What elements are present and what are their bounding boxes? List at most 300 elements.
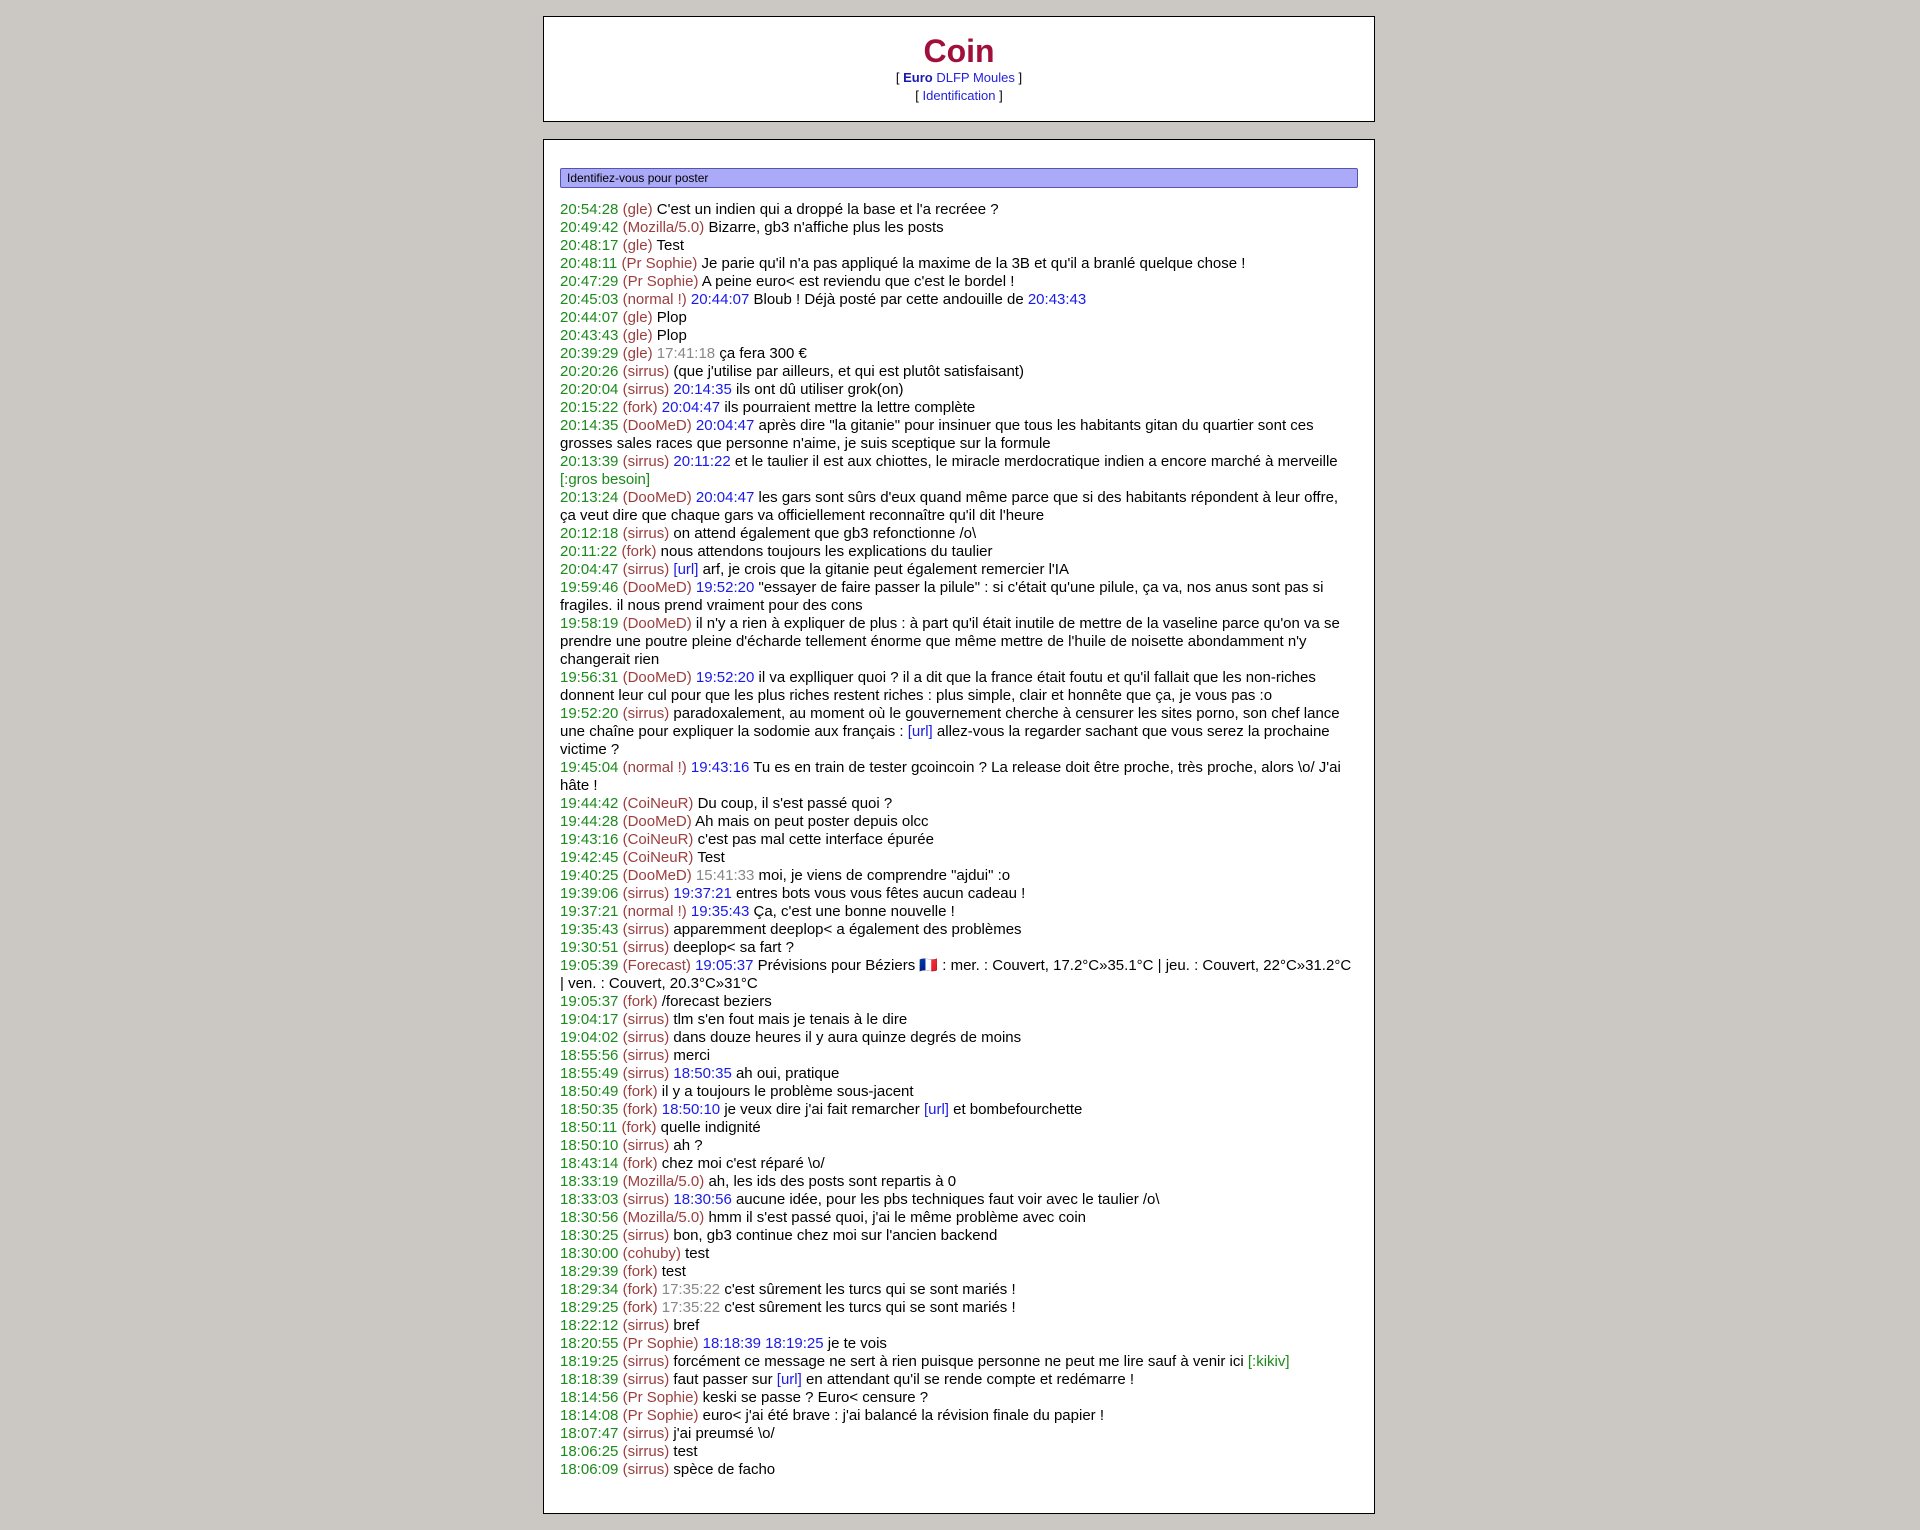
post-row xyxy=(560,255,1358,273)
post-nick-label: normal ! xyxy=(627,291,682,308)
post-nick[interactable]: (fork) xyxy=(622,399,658,416)
post-totoz[interactable]: [:gros besoin] xyxy=(560,471,651,488)
post-nick-label: DooMeD xyxy=(627,579,687,596)
post-nick-label: gle xyxy=(627,237,648,254)
post-clock-ref[interactable]: 19:52:20 xyxy=(695,669,755,686)
post-nick-label: CoiNeuR xyxy=(627,849,689,866)
post-message: test xyxy=(661,1263,686,1280)
post-time[interactable]: 20:54:28 xyxy=(560,201,619,218)
post-message: deeplop< sa fart ? xyxy=(673,939,794,956)
post-nick[interactable]: (sirrus) xyxy=(622,1461,670,1478)
post-time[interactable]: 18:14:08 xyxy=(560,1407,619,1424)
post-message: test xyxy=(673,1443,698,1460)
post-nick-label: Forecast xyxy=(627,957,686,974)
post-time[interactable]: 18:30:25 xyxy=(560,1227,619,1244)
post-totoz[interactable]: [:kikiv] xyxy=(1247,1353,1290,1370)
post-time[interactable]: 18:06:09 xyxy=(560,1461,619,1478)
post-nick[interactable]: (normal !) xyxy=(622,291,687,308)
post-message: test xyxy=(685,1245,710,1262)
post-message: j'ai preumsé \o/ xyxy=(673,1425,775,1442)
post-nick[interactable]: (Pr Sophie) xyxy=(622,1335,699,1352)
post-nick-label: DooMeD xyxy=(627,813,687,830)
post-nick[interactable]: (fork) xyxy=(621,543,657,560)
post-url-link[interactable]: [url] xyxy=(776,1371,802,1388)
post-nick-label: sirrus xyxy=(627,1443,665,1460)
post-nick-label: fork xyxy=(626,543,652,560)
post-nick-label: sirrus xyxy=(627,705,665,722)
post-message: ils ont dû utiliser grok(on) xyxy=(735,381,904,398)
post-clock-ref[interactable]: 19:05:37 xyxy=(695,957,754,974)
post-message: tlm s'en fout mais je tenais à le dire xyxy=(673,1011,908,1028)
post-row xyxy=(560,1425,1358,1443)
post-clock-ref[interactable]: 20:14:35 xyxy=(673,381,732,398)
post-nick[interactable]: (fork) xyxy=(621,1119,657,1136)
post-nick-label: sirrus xyxy=(627,561,665,578)
post-old-clock-ref[interactable]: 15:41:33 xyxy=(695,867,755,884)
post-nick[interactable]: (fork) xyxy=(622,1281,658,1298)
post-time[interactable]: 18:33:19 xyxy=(560,1173,619,1190)
post-clock-ref[interactable]: 18:50:35 xyxy=(673,1065,732,1082)
post-time[interactable]: 18:30:56 xyxy=(560,1209,619,1226)
post-nick-label: sirrus xyxy=(627,1353,665,1370)
post-nick-label: Mozilla/5.0 xyxy=(627,219,700,236)
post-nick-label: sirrus xyxy=(627,1317,665,1334)
post-message: Du coup, il s'est passé quoi ? xyxy=(697,795,893,812)
post-row xyxy=(560,1011,1358,1029)
post-time[interactable]: 18:43:14 xyxy=(560,1155,619,1172)
post-row xyxy=(560,669,1358,705)
post-old-clock-ref[interactable]: 17:35:22 xyxy=(661,1281,721,1298)
post-message: aucune idée, pour les pbs techniques faut voir avec le taulier /o\ xyxy=(735,1191,1160,1208)
post-time[interactable]: 20:44:07 xyxy=(560,309,619,326)
post-nick-label: sirrus xyxy=(627,885,665,902)
post-nick[interactable]: (DooMeD) xyxy=(622,867,692,884)
post-time[interactable]: 18:29:39 xyxy=(560,1263,619,1280)
post-url-link[interactable]: [url] xyxy=(907,723,933,740)
post-nick-label: fork xyxy=(627,1299,653,1316)
post-time[interactable]: 19:37:21 xyxy=(560,903,619,920)
post-nick[interactable]: (sirrus) xyxy=(622,1065,670,1082)
post-message: Prévisions pour Béziers 🇫🇷 : mer. : Couvert, 17.2°C»35.1°C | jeu. : Couvert, 22°C»31.2°C | ven. : Couvert, 20.3°C»31°C xyxy=(560,957,1352,992)
post-url-link[interactable]: [url] xyxy=(673,561,699,578)
post-row xyxy=(560,885,1358,903)
post-nick-label: normal ! xyxy=(627,903,682,920)
post-row xyxy=(560,1047,1358,1065)
post-time[interactable]: 20:13:24 xyxy=(560,489,619,506)
post-time[interactable]: 20:49:42 xyxy=(560,219,619,236)
post-row xyxy=(560,579,1358,615)
post-nick-label: fork xyxy=(627,1281,653,1298)
post-nick[interactable]: (sirrus) xyxy=(622,939,670,956)
post-time[interactable]: 18:20:55 xyxy=(560,1335,619,1352)
post-row xyxy=(560,453,1358,489)
post-message: je te vois xyxy=(827,1335,887,1352)
post-nick[interactable]: (DooMeD) xyxy=(622,489,692,506)
post-nick[interactable]: (sirrus) xyxy=(622,561,670,578)
post-nick[interactable]: (gle) xyxy=(622,345,653,362)
post-message: ah ? xyxy=(673,1137,703,1154)
post-clock-ref[interactable]: 19:35:43 xyxy=(690,903,750,920)
post-row xyxy=(560,615,1358,669)
post-row xyxy=(560,1245,1358,1263)
post-time[interactable]: 19:58:19 xyxy=(560,615,619,632)
post-row xyxy=(560,1029,1358,1047)
post-nick[interactable]: (sirrus) xyxy=(622,525,670,542)
post-nick[interactable]: (gle) xyxy=(622,201,653,218)
post-row xyxy=(560,759,1358,795)
post-nick[interactable]: (DooMeD) xyxy=(622,669,692,686)
post-old-clock-ref[interactable]: 17:41:18 xyxy=(656,345,716,362)
post-nick-label: gle xyxy=(627,309,648,326)
post-nick[interactable]: (sirrus) xyxy=(622,1191,670,1208)
post-row xyxy=(560,831,1358,849)
tribune-nav: [ Euro DLFP Moules ] xyxy=(895,70,1023,85)
post-nick-label: Pr Sophie xyxy=(626,255,693,272)
post-time[interactable]: 19:59:46 xyxy=(560,579,619,596)
post-time[interactable]: 18:50:49 xyxy=(560,1083,619,1100)
post-clock-ref[interactable]: 18:50:10 xyxy=(661,1101,721,1118)
post-nick[interactable]: (sirrus) xyxy=(622,705,670,722)
post-row xyxy=(560,1407,1358,1425)
post-time[interactable]: 18:55:56 xyxy=(560,1047,619,1064)
post-nick-label: Pr Sophie xyxy=(627,1335,694,1352)
post-message: ils pourraient mettre la lettre complète xyxy=(724,399,976,416)
post-nick[interactable]: (Pr Sophie) xyxy=(622,1407,699,1424)
identification-link[interactable]: Identification xyxy=(922,88,996,103)
post-nick-label: DooMeD xyxy=(627,417,687,434)
post-time[interactable]: 18:30:00 xyxy=(560,1245,619,1262)
post-clock-ref[interactable]: 19:52:20 xyxy=(695,579,755,596)
post-nick-label: cohuby xyxy=(627,1245,676,1262)
post-nick[interactable]: (sirrus) xyxy=(622,381,670,398)
post-time[interactable]: 20:47:29 xyxy=(560,273,619,290)
post-nick[interactable]: (sirrus) xyxy=(622,1029,670,1046)
post-nick[interactable]: (CoiNeuR) xyxy=(622,795,694,812)
post-url-link[interactable]: [url] xyxy=(923,1101,949,1118)
post-time[interactable]: 19:42:45 xyxy=(560,849,619,866)
post-message: entres bots vous vous fêtes aucun cadeau ! xyxy=(735,885,1026,902)
post-nick-label: sirrus xyxy=(627,1047,665,1064)
post-nick[interactable]: (sirrus) xyxy=(622,1425,670,1442)
post-nick-label: DooMeD xyxy=(627,867,687,884)
post-nick[interactable]: (cohuby) xyxy=(622,1245,681,1262)
post-nick[interactable]: (sirrus) xyxy=(622,1317,670,1334)
post-nick[interactable]: (sirrus) xyxy=(622,453,670,470)
post-nick-label: CoiNeuR xyxy=(627,831,689,848)
post-row xyxy=(560,489,1358,525)
post-clock-ref[interactable]: 19:37:21 xyxy=(673,885,732,902)
post-row xyxy=(560,921,1358,939)
post-nick-label: sirrus xyxy=(627,939,665,956)
post-row xyxy=(560,1227,1358,1245)
tribune-link-dlfp[interactable]: DLFP xyxy=(936,70,970,85)
post-nick[interactable]: (sirrus) xyxy=(622,1047,670,1064)
post-time[interactable]: 20:39:29 xyxy=(560,345,619,362)
post-time[interactable]: 18:29:34 xyxy=(560,1281,619,1298)
post-nick[interactable]: (sirrus) xyxy=(622,1443,670,1460)
post-time[interactable]: 19:04:17 xyxy=(560,1011,619,1028)
post-row xyxy=(560,1209,1358,1227)
post-time[interactable]: 19:04:02 xyxy=(560,1029,619,1046)
post-time[interactable]: 20:43:43 xyxy=(560,327,619,344)
post-nick[interactable]: (fork) xyxy=(622,1263,658,1280)
post-time[interactable]: 19:05:37 xyxy=(560,993,619,1010)
post-message: dans douze heures il y aura quinze degrés de moins xyxy=(673,1029,1022,1046)
post-time[interactable]: 18:22:12 xyxy=(560,1317,619,1334)
post-time[interactable]: 19:40:25 xyxy=(560,867,619,884)
post-time[interactable]: 18:07:47 xyxy=(560,1425,619,1442)
post-time[interactable]: 20:20:04 xyxy=(560,381,619,398)
post-row xyxy=(560,1065,1358,1083)
post-row xyxy=(560,705,1358,759)
post-time[interactable]: 19:44:42 xyxy=(560,795,619,812)
post-time[interactable]: 18:19:25 xyxy=(560,1353,619,1370)
post-nick[interactable]: (gle) xyxy=(622,237,653,254)
post-message: merci xyxy=(673,1047,711,1064)
post-nick[interactable]: (gle) xyxy=(622,327,653,344)
post-nick[interactable]: (sirrus) xyxy=(622,1137,670,1154)
post-nick[interactable]: (fork) xyxy=(622,1101,658,1118)
post-message: "essayer de faire passer la pilule" : si c'était qu'une pilule, ça va, nos anus sont pas si fragiles. il nous prend vraiment pour des cons xyxy=(560,579,1324,614)
post-nick-label: fork xyxy=(627,399,653,416)
post-message: euro< j'ai été brave : j'ai balancé la révision finale du papier ! xyxy=(702,1407,1104,1424)
post-row xyxy=(560,543,1358,561)
post-message: c'est sûrement les turcs qui se sont mariés ! xyxy=(724,1299,1016,1316)
post-nick-label: Mozilla/5.0 xyxy=(627,1173,700,1190)
post-row xyxy=(560,1299,1358,1317)
post-message: Bloub ! Déjà posté par cette andouille de xyxy=(753,291,1024,308)
post-nick[interactable]: (normal !) xyxy=(622,759,687,776)
post-nick-label: sirrus xyxy=(627,525,665,542)
post-clock-ref[interactable]: 19:43:16 xyxy=(690,759,750,776)
post-nick-label: Pr Sophie xyxy=(627,273,694,290)
post-nick[interactable]: (sirrus) xyxy=(622,1371,670,1388)
post-time[interactable]: 18:06:25 xyxy=(560,1443,619,1460)
post-nick-label: fork xyxy=(626,1119,652,1136)
post-nick-label: fork xyxy=(627,993,653,1010)
login-prompt-bar[interactable]: Identifiez-vous pour poster xyxy=(560,168,1358,188)
post-nick-label: sirrus xyxy=(627,1029,665,1046)
post-message: (que j'utilise par ailleurs, et qui est plutôt satisfaisant) xyxy=(673,363,1024,380)
post-time[interactable]: 18:14:56 xyxy=(560,1389,619,1406)
post-row xyxy=(560,993,1358,1011)
post-time[interactable]: 20:20:26 xyxy=(560,363,619,380)
post-message: il n'y a rien à expliquer de plus : à part qu'il était inutile de mettre de la vaseline parce qu'on va se prendre une poutre pleine d'écharde tellement énorme que même mettre de l'huile de noisette abondamment n'y changerait rien xyxy=(560,615,1340,668)
post-nick-label: Pr Sophie xyxy=(627,1407,694,1424)
post-time[interactable]: 18:29:25 xyxy=(560,1299,619,1316)
post-nick[interactable]: (DooMeD) xyxy=(622,579,692,596)
post-nick-label: CoiNeuR xyxy=(627,795,689,812)
post-row xyxy=(560,1173,1358,1191)
post-message: ah oui, pratique xyxy=(735,1065,840,1082)
post-clock-ref[interactable]: 20:04:47 xyxy=(695,417,755,434)
post-nick-label: sirrus xyxy=(627,1371,665,1388)
post-message: Plop xyxy=(656,327,687,344)
post-message: Ça, c'est une bonne nouvelle ! xyxy=(753,903,955,920)
post-nick-label: normal ! xyxy=(627,759,682,776)
post-nick[interactable]: (Mozilla/5.0) xyxy=(622,219,705,236)
post-time[interactable]: 18:50:10 xyxy=(560,1137,619,1154)
header-panel xyxy=(543,16,1375,122)
post-clock-ref[interactable]: 20:04:47 xyxy=(695,489,755,506)
post-message: il y a toujours le problème sous-jacent xyxy=(661,1083,914,1100)
post-nick-label: fork xyxy=(627,1263,653,1280)
post-nick[interactable]: (Pr Sophie) xyxy=(621,255,698,272)
post-nick-label: sirrus xyxy=(627,363,665,380)
post-nick-label: sirrus xyxy=(627,1011,665,1028)
post-nick[interactable]: (Mozilla/5.0) xyxy=(622,1173,705,1190)
post-time[interactable]: 18:50:11 xyxy=(560,1119,618,1136)
post-time[interactable]: 20:04:47 xyxy=(560,561,619,578)
post-time[interactable]: 20:45:03 xyxy=(560,291,619,308)
post-row xyxy=(560,1083,1358,1101)
post-row xyxy=(560,219,1358,237)
post-clock-ref[interactable]: 20:11:22 xyxy=(673,453,731,470)
post-nick[interactable]: (normal !) xyxy=(622,903,687,920)
post-time[interactable]: 19:44:28 xyxy=(560,813,619,830)
post-time[interactable]: 20:13:39 xyxy=(560,453,619,470)
post-time[interactable]: 18:18:39 xyxy=(560,1371,619,1388)
post-message: quelle indignité xyxy=(660,1119,761,1136)
post-nick-label: DooMeD xyxy=(627,615,687,632)
post-time[interactable]: 20:48:17 xyxy=(560,237,619,254)
post-row xyxy=(560,1461,1358,1479)
post-row xyxy=(560,1155,1358,1173)
post-message: Bizarre, gb3 n'affiche plus les posts xyxy=(708,219,944,236)
post-message: Je parie qu'il n'a pas appliqué la maxime de la 3B et qu'il a branlé quelque chose ! xyxy=(701,255,1246,272)
post-message: après dire "la gitanie" pour insinuer que tous les habitants gitan du quartier sont ces grosses sales races que personne n'aime, je suis sceptique sur la formule xyxy=(560,417,1314,452)
post-row xyxy=(560,1371,1358,1389)
post-clock-ref[interactable]: 18:18:39 xyxy=(702,1335,761,1352)
post-clock-ref[interactable]: 18:30:56 xyxy=(673,1191,732,1208)
post-row xyxy=(560,813,1358,831)
post-row xyxy=(560,345,1358,363)
post-time[interactable]: 19:56:31 xyxy=(560,669,619,686)
post-row xyxy=(560,903,1358,921)
post-clock-ref[interactable]: 18:19:25 xyxy=(765,1335,824,1352)
post-nick-label: sirrus xyxy=(627,1227,665,1244)
post-nick[interactable]: (fork) xyxy=(622,993,658,1010)
post-nick[interactable]: (Mozilla/5.0) xyxy=(622,1209,705,1226)
post-time[interactable]: 19:52:20 xyxy=(560,705,619,722)
post-time[interactable]: 19:43:16 xyxy=(560,831,619,848)
post-message: hmm il s'est passé quoi, j'ai le même problème avec coin xyxy=(708,1209,1086,1226)
post-row xyxy=(560,939,1358,957)
post-nick[interactable]: (sirrus) xyxy=(622,1227,670,1244)
post-row xyxy=(560,291,1358,309)
post-nick[interactable]: (DooMeD) xyxy=(622,615,692,632)
post-message: moi, je viens de comprendre "ajdui" :o xyxy=(758,867,1011,884)
post-message: c'est sûrement les turcs qui se sont mariés ! xyxy=(724,1281,1016,1298)
post-time[interactable]: 19:05:39 xyxy=(560,957,619,974)
post-nick[interactable]: (sirrus) xyxy=(622,363,670,380)
post-row xyxy=(560,1317,1358,1335)
post-nick[interactable]: (fork) xyxy=(622,1083,658,1100)
post-list xyxy=(560,201,1358,1479)
post-nick[interactable]: (DooMeD) xyxy=(622,813,692,830)
post-nick[interactable]: (Forecast) xyxy=(622,957,691,974)
post-nick[interactable]: (sirrus) xyxy=(622,885,670,902)
tribune-panel xyxy=(543,139,1375,1514)
post-row xyxy=(560,1335,1358,1353)
post-message: bon, gb3 continue chez moi sur l'ancien backend xyxy=(673,1227,998,1244)
post-time[interactable]: 20:11:22 xyxy=(560,543,618,560)
post-row xyxy=(560,1353,1358,1371)
post-time[interactable]: 19:35:43 xyxy=(560,921,619,938)
post-nick[interactable]: (fork) xyxy=(622,1155,658,1172)
post-message: Tu es en train de tester gcoincoin ? La release doit être proche, très proche, alors \o/ J'ai hâte ! xyxy=(560,759,1341,794)
tribune-link-euro[interactable]: Euro xyxy=(903,70,933,85)
post-message: en attendant qu'il se rende compte et redémarre ! xyxy=(805,1371,1135,1388)
post-message: Test xyxy=(697,849,725,866)
post-time[interactable]: 18:50:35 xyxy=(560,1101,619,1118)
post-message: Plop xyxy=(656,309,687,326)
post-message: Ah mais on peut poster depuis olcc xyxy=(695,813,929,830)
post-clock-ref[interactable]: 20:04:47 xyxy=(661,399,721,416)
post-time[interactable]: 18:55:49 xyxy=(560,1065,619,1082)
post-time[interactable]: 20:14:35 xyxy=(560,417,619,434)
post-time[interactable]: 20:15:22 xyxy=(560,399,619,416)
post-message: spèce de facho xyxy=(673,1461,776,1478)
post-row xyxy=(560,795,1358,813)
post-message: apparemment deeplop< a également des problèmes xyxy=(673,921,1022,938)
post-old-clock-ref[interactable]: 17:35:22 xyxy=(661,1299,721,1316)
post-row xyxy=(560,561,1358,579)
post-nick-label: fork xyxy=(627,1155,653,1172)
post-nick-label: fork xyxy=(627,1101,653,1118)
post-nick[interactable]: (CoiNeuR) xyxy=(622,849,694,866)
post-nick-label: sirrus xyxy=(627,1065,665,1082)
post-message: /forecast beziers xyxy=(661,993,772,1010)
post-message: ah, les ids des posts sont repartis à 0 xyxy=(708,1173,957,1190)
post-time[interactable]: 18:33:03 xyxy=(560,1191,619,1208)
post-time[interactable]: 19:30:51 xyxy=(560,939,619,956)
post-message: on attend également que gb3 refonctionne /o\ xyxy=(673,525,977,542)
post-clock-ref[interactable]: 20:43:43 xyxy=(1027,291,1087,308)
post-time[interactable]: 19:39:06 xyxy=(560,885,619,902)
post-nick-label: DooMeD xyxy=(627,489,687,506)
post-message: nous attendons toujours les explications du taulier xyxy=(660,543,993,560)
post-message: je veux dire j'ai fait remarcher xyxy=(724,1101,920,1118)
post-nick[interactable]: (CoiNeuR) xyxy=(622,831,694,848)
post-nick-label: gle xyxy=(627,201,648,218)
post-nick[interactable]: (sirrus) xyxy=(622,1011,670,1028)
post-nick[interactable]: (fork) xyxy=(622,1299,658,1316)
post-row xyxy=(560,399,1358,417)
post-nick-label: sirrus xyxy=(627,921,665,938)
post-message: keski se passe ? Euro< censure ? xyxy=(702,1389,929,1406)
post-row xyxy=(560,849,1358,867)
page-title: Coin xyxy=(923,33,995,69)
post-nick[interactable]: (DooMeD) xyxy=(622,417,692,434)
post-clock-ref[interactable]: 20:44:07 xyxy=(690,291,750,308)
post-time[interactable]: 20:12:18 xyxy=(560,525,619,542)
post-message: c'est pas mal cette interface épurée xyxy=(697,831,934,848)
post-message: faut passer sur xyxy=(673,1371,773,1388)
post-time[interactable]: 20:48:11 xyxy=(560,255,618,272)
post-nick[interactable]: (gle) xyxy=(622,309,653,326)
post-row xyxy=(560,1263,1358,1281)
tribune-link-moules[interactable]: Moules xyxy=(972,70,1015,85)
post-message: il va explliquer quoi ? il a dit que la france était foutu et qu'il fallait que les non-riches donnent leur cul pour que les plus riches restent riches : plus simple, clair et honnête que ça, je vous pas :o xyxy=(560,669,1316,704)
post-nick-label: Pr Sophie xyxy=(627,1389,694,1406)
post-nick[interactable]: (Pr Sophie) xyxy=(622,1389,699,1406)
post-nick[interactable]: (sirrus) xyxy=(622,921,670,938)
post-nick[interactable]: (Pr Sophie) xyxy=(622,273,699,290)
post-time[interactable]: 19:45:04 xyxy=(560,759,619,776)
post-nick[interactable]: (sirrus) xyxy=(622,1353,670,1370)
post-row xyxy=(560,363,1358,381)
